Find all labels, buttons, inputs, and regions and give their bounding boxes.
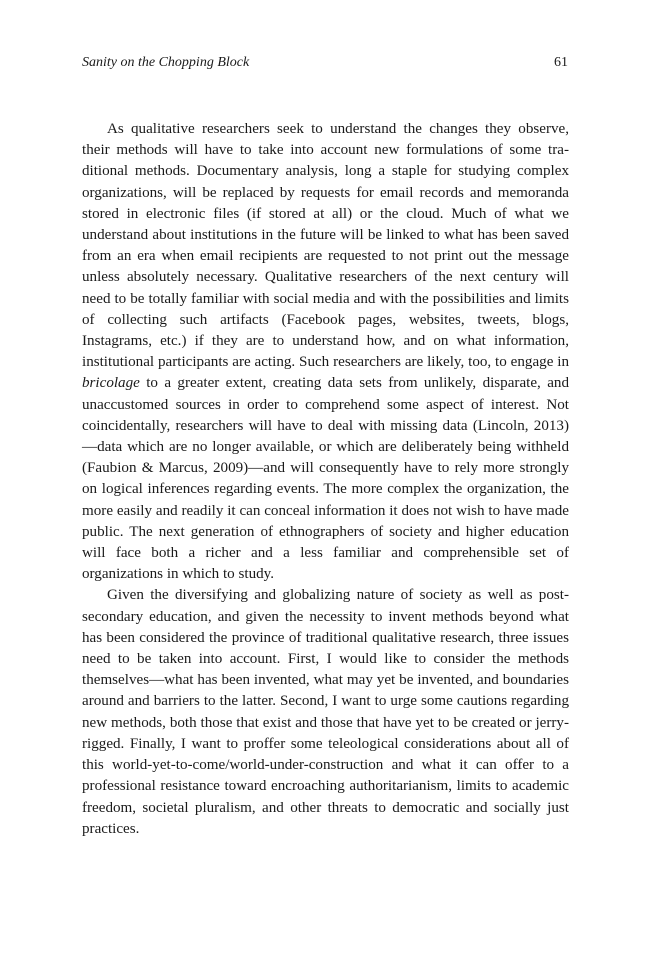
paragraph-1-text-a: As qualitative researchers seek to understand the changes they observe, their methods will have to take into account new formulations of some traditional methods. Documentary analysis, long a staple for studying complex organizations, will be replaced by requests for email records and memoranda stored in electronic files (if stored at all) or the cloud. Much of what we understand about institutions in the future will be linked to what has been saved from an era when email recipients are requested to not print out the message unless absolutely necessary. Qualitative researchers of the next century will need to be totally familiar with social media and with the possibilities and limits of collecting such artifacts (Facebook pages, websites, tweets, blogs, Instagrams, etc.) if they are to understand how, and on what information, institutional participants are acting. Such researchers are likely, too, to engage in bbox=[82, 121, 569, 371]
paragraph-1-italic-term: bricolage bbox=[82, 375, 140, 392]
running-title: Sanity on the Chopping Block bbox=[82, 55, 250, 70]
running-head bbox=[82, 55, 568, 77]
paragraph-1 bbox=[82, 119, 569, 585]
paragraph-1-text-b: to a greater extent, creating data sets from unlikely, disparate, and unaccustomed sources in order to comprehend some aspect of interest. Not coincidentally, researchers will have to deal with missing data (Lincoln, 2013)—data which are no longer available, or which are deliberately being withheld (Faubion & Marcus, 2009)—and will consequently have to rely more strongly on logical inferences regarding events. The more complex the organization, the more easily and readily it can conceal information it does not wish to have made public. The next generation of ethnographers of society and higher education will face both a richer and a less familiar and comprehensible set of organizations in which to study. bbox=[82, 375, 569, 583]
page-number: 61 bbox=[554, 55, 568, 70]
paragraph-2-text: Given the diversifying and globalizing nature of society as well as postsecondary education, and given the necessity to invent methods beyond what has been considered the province of traditional qualitative research, three issues need to be taken into account. First, I would like to consider the methods themselves—what has been invented, what may yet be invented, and boundaries around and barriers to the latter. Second, I want to urge some cautions regarding new methods, both those that exist and those that have yet to be created or jerry-rigged. Finally, I want to proffer some teleological considerations about all of this world-yet-to-come/world-under-construction and what it can offer to a professional resistance toward encroaching authoritarianism, limits to academic freedom, societal pluralism, and other threats to democratic and socially just practices. bbox=[82, 587, 569, 837]
body-text bbox=[82, 119, 569, 840]
paragraph-2 bbox=[82, 585, 569, 839]
